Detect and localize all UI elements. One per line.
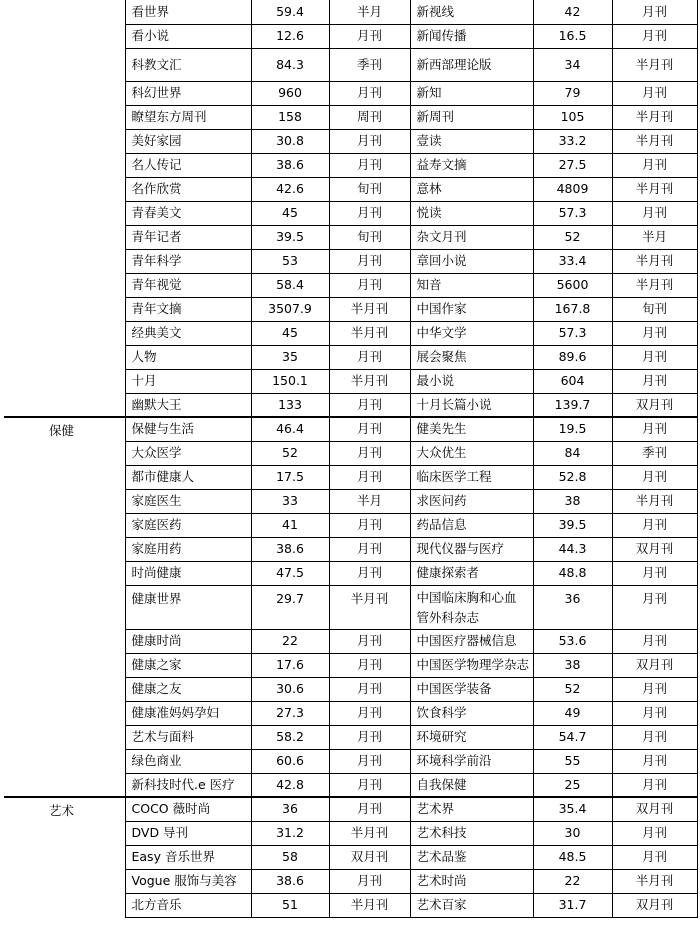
price-cell: 39.5 bbox=[533, 513, 612, 537]
frequency-cell: 双月刊 bbox=[329, 845, 410, 869]
frequency-cell: 月刊 bbox=[612, 153, 697, 177]
magazine-name-cell: DVD 导刊 bbox=[125, 821, 251, 845]
magazine-name-cell: 新闻传播 bbox=[410, 24, 533, 48]
price-cell: 22 bbox=[533, 869, 612, 893]
frequency-cell: 月刊 bbox=[612, 513, 697, 537]
price-cell: 5600 bbox=[533, 273, 612, 297]
magazine-name-cell: 临床医学工程 bbox=[410, 465, 533, 489]
magazine-name-cell: 章回小说 bbox=[410, 249, 533, 273]
price-cell: 58.2 bbox=[251, 725, 329, 749]
frequency-cell: 半月刊 bbox=[612, 249, 697, 273]
magazine-name-cell: 大众医学 bbox=[125, 441, 251, 465]
magazine-name-cell: Easy 音乐世界 bbox=[125, 845, 251, 869]
price-cell: 51 bbox=[251, 893, 329, 917]
magazine-name-cell: 家庭用药 bbox=[125, 537, 251, 561]
magazine-name-cell: 都市健康人 bbox=[125, 465, 251, 489]
frequency-cell: 双月刊 bbox=[612, 797, 697, 821]
magazine-name-cell: 青年文摘 bbox=[125, 297, 251, 321]
price-cell: 45 bbox=[251, 201, 329, 225]
magazine-name-cell: 健康探索者 bbox=[410, 561, 533, 585]
frequency-cell: 月刊 bbox=[612, 773, 697, 797]
frequency-cell: 月刊 bbox=[612, 417, 697, 441]
price-cell: 84.3 bbox=[251, 48, 329, 81]
frequency-cell: 半月 bbox=[612, 225, 697, 249]
magazine-name-cell: COCO 薇时尚 bbox=[125, 797, 251, 821]
price-cell: 31.7 bbox=[533, 893, 612, 917]
price-cell: 133 bbox=[251, 393, 329, 417]
magazine-name-cell: 药品信息 bbox=[410, 513, 533, 537]
magazine-name-cell: 环境研究 bbox=[410, 725, 533, 749]
magazine-name-cell: 艺术品鉴 bbox=[410, 845, 533, 869]
price-cell: 45 bbox=[251, 321, 329, 345]
price-cell: 960 bbox=[251, 81, 329, 105]
price-cell: 4809 bbox=[533, 177, 612, 201]
magazine-name-cell: 青年视觉 bbox=[125, 273, 251, 297]
frequency-cell: 月刊 bbox=[329, 273, 410, 297]
magazine-name-cell: 青年记者 bbox=[125, 225, 251, 249]
price-cell: 42 bbox=[533, 0, 612, 24]
magazine-name-cell: 艺术时尚 bbox=[410, 869, 533, 893]
frequency-cell: 半月刊 bbox=[612, 105, 697, 129]
price-cell: 33.4 bbox=[533, 249, 612, 273]
price-cell: 105 bbox=[533, 105, 612, 129]
frequency-cell: 半月刊 bbox=[612, 869, 697, 893]
magazine-name-cell: 大众优生 bbox=[410, 441, 533, 465]
price-cell: 58 bbox=[251, 845, 329, 869]
magazine-name-cell: 名作欣赏 bbox=[125, 177, 251, 201]
frequency-cell: 月刊 bbox=[329, 749, 410, 773]
price-cell: 57.3 bbox=[533, 321, 612, 345]
magazine-name-cell: 最小说 bbox=[410, 369, 533, 393]
magazine-name-cell: 中华文学 bbox=[410, 321, 533, 345]
magazine-name-cell: 新科技时代.e 医疗 bbox=[125, 773, 251, 797]
price-cell: 36 bbox=[251, 797, 329, 821]
price-cell: 41 bbox=[251, 513, 329, 537]
frequency-cell: 月刊 bbox=[329, 537, 410, 561]
frequency-cell: 月刊 bbox=[329, 677, 410, 701]
price-cell: 33.2 bbox=[533, 129, 612, 153]
frequency-cell: 半月 bbox=[329, 0, 410, 24]
price-cell: 38.6 bbox=[251, 537, 329, 561]
magazine-name-cell: 悦读 bbox=[410, 201, 533, 225]
frequency-cell: 月刊 bbox=[612, 0, 697, 24]
price-cell: 16.5 bbox=[533, 24, 612, 48]
magazine-name-cell: 现代仪器与医疗 bbox=[410, 537, 533, 561]
frequency-cell: 半月刊 bbox=[329, 321, 410, 345]
price-cell: 38.6 bbox=[251, 153, 329, 177]
magazine-name-cell: 中国医学物理学杂志 bbox=[410, 653, 533, 677]
category-label bbox=[4, 0, 125, 417]
magazine-name-cell: 艺术与面料 bbox=[125, 725, 251, 749]
frequency-cell: 月刊 bbox=[612, 81, 697, 105]
frequency-cell: 半月刊 bbox=[612, 129, 697, 153]
frequency-cell: 半月刊 bbox=[329, 893, 410, 917]
price-cell: 53 bbox=[251, 249, 329, 273]
price-cell: 29.7 bbox=[251, 585, 329, 629]
category-label: 艺术 bbox=[4, 797, 125, 917]
price-cell: 53.6 bbox=[533, 629, 612, 653]
frequency-cell: 月刊 bbox=[329, 249, 410, 273]
frequency-cell: 半月刊 bbox=[612, 177, 697, 201]
frequency-cell: 月刊 bbox=[612, 701, 697, 725]
magazine-name-cell: 名人传记 bbox=[125, 153, 251, 177]
frequency-cell: 月刊 bbox=[329, 701, 410, 725]
price-cell: 3507.9 bbox=[251, 297, 329, 321]
price-cell: 27.5 bbox=[533, 153, 612, 177]
price-cell: 38.6 bbox=[251, 869, 329, 893]
price-cell: 39.5 bbox=[251, 225, 329, 249]
magazine-name-cell: 家庭医药 bbox=[125, 513, 251, 537]
magazine-name-cell: 艺术界 bbox=[410, 797, 533, 821]
magazine-name-cell: 家庭医生 bbox=[125, 489, 251, 513]
price-cell: 604 bbox=[533, 369, 612, 393]
frequency-cell: 季刊 bbox=[612, 441, 697, 465]
magazine-name-cell: 青年科学 bbox=[125, 249, 251, 273]
magazine-name-cell: 经典美文 bbox=[125, 321, 251, 345]
price-cell: 17.6 bbox=[251, 653, 329, 677]
table-row bbox=[4, 417, 697, 441]
frequency-cell: 月刊 bbox=[329, 653, 410, 677]
frequency-cell: 月刊 bbox=[329, 725, 410, 749]
price-cell: 36 bbox=[533, 585, 612, 629]
magazine-name-cell: 新知 bbox=[410, 81, 533, 105]
frequency-cell: 半月刊 bbox=[329, 369, 410, 393]
price-cell: 35.4 bbox=[533, 797, 612, 821]
price-cell: 47.5 bbox=[251, 561, 329, 585]
price-cell: 30.6 bbox=[251, 677, 329, 701]
frequency-cell: 月刊 bbox=[329, 561, 410, 585]
magazine-name-cell: 绿色商业 bbox=[125, 749, 251, 773]
magazine-name-cell: 健美先生 bbox=[410, 417, 533, 441]
frequency-cell: 半月 bbox=[329, 489, 410, 513]
frequency-cell: 月刊 bbox=[612, 321, 697, 345]
magazine-name-cell: 健康之家 bbox=[125, 653, 251, 677]
magazine-name-cell: 壹读 bbox=[410, 129, 533, 153]
price-cell: 17.5 bbox=[251, 465, 329, 489]
price-cell: 59.4 bbox=[251, 0, 329, 24]
price-cell: 52 bbox=[251, 441, 329, 465]
frequency-cell: 月刊 bbox=[612, 845, 697, 869]
price-cell: 84 bbox=[533, 441, 612, 465]
price-cell: 31.2 bbox=[251, 821, 329, 845]
frequency-cell: 月刊 bbox=[329, 345, 410, 369]
magazine-name-cell: 意林 bbox=[410, 177, 533, 201]
frequency-cell: 月刊 bbox=[329, 417, 410, 441]
frequency-cell: 双月刊 bbox=[612, 537, 697, 561]
magazine-name-cell: 青春美文 bbox=[125, 201, 251, 225]
price-cell: 44.3 bbox=[533, 537, 612, 561]
frequency-cell: 月刊 bbox=[612, 629, 697, 653]
magazine-name-cell: 展会聚焦 bbox=[410, 345, 533, 369]
frequency-cell: 旬刊 bbox=[612, 297, 697, 321]
frequency-cell: 月刊 bbox=[612, 201, 697, 225]
frequency-cell: 半月刊 bbox=[329, 585, 410, 629]
magazine-name-cell: 知音 bbox=[410, 273, 533, 297]
magazine-name-cell: 看小说 bbox=[125, 24, 251, 48]
frequency-cell: 半月刊 bbox=[612, 489, 697, 513]
magazine-name-cell: 十月 bbox=[125, 369, 251, 393]
frequency-cell: 半月刊 bbox=[612, 273, 697, 297]
table-row bbox=[4, 797, 697, 821]
price-cell: 158 bbox=[251, 105, 329, 129]
price-cell: 46.4 bbox=[251, 417, 329, 441]
magazine-name-cell: 中国作家 bbox=[410, 297, 533, 321]
frequency-cell: 旬刊 bbox=[329, 225, 410, 249]
magazine-name-cell: 人物 bbox=[125, 345, 251, 369]
magazine-table bbox=[4, 0, 698, 918]
price-cell: 12.6 bbox=[251, 24, 329, 48]
magazine-name-cell: 健康之友 bbox=[125, 677, 251, 701]
price-cell: 19.5 bbox=[533, 417, 612, 441]
magazine-name-cell: 杂文月刊 bbox=[410, 225, 533, 249]
frequency-cell: 月刊 bbox=[329, 773, 410, 797]
magazine-name-cell: 健康时尚 bbox=[125, 629, 251, 653]
magazine-name-cell: 时尚健康 bbox=[125, 561, 251, 585]
category-label: 保健 bbox=[4, 417, 125, 797]
price-cell: 30 bbox=[533, 821, 612, 845]
frequency-cell: 半月刊 bbox=[612, 48, 697, 81]
frequency-cell: 月刊 bbox=[612, 345, 697, 369]
magazine-name-cell: 新西部理论版 bbox=[410, 48, 533, 81]
price-cell: 150.1 bbox=[251, 369, 329, 393]
magazine-name-cell: 新周刊 bbox=[410, 105, 533, 129]
price-cell: 48.8 bbox=[533, 561, 612, 585]
magazine-name-cell: 艺术科技 bbox=[410, 821, 533, 845]
frequency-cell: 月刊 bbox=[329, 465, 410, 489]
frequency-cell: 月刊 bbox=[329, 201, 410, 225]
frequency-cell: 月刊 bbox=[329, 629, 410, 653]
magazine-name-cell: 科教文汇 bbox=[125, 48, 251, 81]
frequency-cell: 周刊 bbox=[329, 105, 410, 129]
magazine-name-cell: 求医问药 bbox=[410, 489, 533, 513]
magazine-name-cell: 中国医学装备 bbox=[410, 677, 533, 701]
magazine-name-cell: 北方音乐 bbox=[125, 893, 251, 917]
price-cell: 54.7 bbox=[533, 725, 612, 749]
price-cell: 58.4 bbox=[251, 273, 329, 297]
frequency-cell: 月刊 bbox=[329, 513, 410, 537]
magazine-name-cell: 艺术百家 bbox=[410, 893, 533, 917]
price-cell: 139.7 bbox=[533, 393, 612, 417]
frequency-cell: 月刊 bbox=[612, 561, 697, 585]
frequency-cell: 月刊 bbox=[329, 869, 410, 893]
frequency-cell: 季刊 bbox=[329, 48, 410, 81]
price-cell: 48.5 bbox=[533, 845, 612, 869]
frequency-cell: 月刊 bbox=[329, 129, 410, 153]
frequency-cell: 月刊 bbox=[612, 821, 697, 845]
frequency-cell: 月刊 bbox=[329, 24, 410, 48]
magazine-name-cell: 益寿文摘 bbox=[410, 153, 533, 177]
magazine-name-cell: 科幻世界 bbox=[125, 81, 251, 105]
price-cell: 89.6 bbox=[533, 345, 612, 369]
magazine-name-cell: 环境科学前沿 bbox=[410, 749, 533, 773]
frequency-cell: 月刊 bbox=[329, 81, 410, 105]
price-cell: 60.6 bbox=[251, 749, 329, 773]
magazine-name-cell: 自我保健 bbox=[410, 773, 533, 797]
price-cell: 57.3 bbox=[533, 201, 612, 225]
price-cell: 49 bbox=[533, 701, 612, 725]
price-cell: 42.8 bbox=[251, 773, 329, 797]
frequency-cell: 双月刊 bbox=[612, 653, 697, 677]
magazine-name-cell: 饮食科学 bbox=[410, 701, 533, 725]
price-cell: 27.3 bbox=[251, 701, 329, 725]
price-cell: 30.8 bbox=[251, 129, 329, 153]
price-cell: 33 bbox=[251, 489, 329, 513]
frequency-cell: 月刊 bbox=[612, 677, 697, 701]
magazine-name-cell: 健康世界 bbox=[125, 585, 251, 629]
frequency-cell: 月刊 bbox=[612, 465, 697, 489]
magazine-name-cell: 幽默大王 bbox=[125, 393, 251, 417]
price-cell: 167.8 bbox=[533, 297, 612, 321]
price-cell: 25 bbox=[533, 773, 612, 797]
price-cell: 42.6 bbox=[251, 177, 329, 201]
price-cell: 34 bbox=[533, 48, 612, 81]
price-cell: 52 bbox=[533, 677, 612, 701]
price-cell: 52 bbox=[533, 225, 612, 249]
magazine-name-cell: 保健与生活 bbox=[125, 417, 251, 441]
frequency-cell: 月刊 bbox=[612, 725, 697, 749]
magazine-name-cell: 看世界 bbox=[125, 0, 251, 24]
price-cell: 52.8 bbox=[533, 465, 612, 489]
magazine-name-cell: 健康准妈妈孕妇 bbox=[125, 701, 251, 725]
magazine-name-cell: 十月长篇小说 bbox=[410, 393, 533, 417]
price-cell: 22 bbox=[251, 629, 329, 653]
frequency-cell: 双月刊 bbox=[612, 893, 697, 917]
frequency-cell: 月刊 bbox=[329, 153, 410, 177]
table-row bbox=[4, 0, 697, 24]
magazine-name-cell: 美好家园 bbox=[125, 129, 251, 153]
magazine-name-cell: 中国临床胸和心血管外科杂志 bbox=[410, 585, 533, 629]
frequency-cell: 月刊 bbox=[612, 749, 697, 773]
frequency-cell: 旬刊 bbox=[329, 177, 410, 201]
frequency-cell: 月刊 bbox=[329, 393, 410, 417]
magazine-name-cell: 瞭望东方周刊 bbox=[125, 105, 251, 129]
price-cell: 38 bbox=[533, 653, 612, 677]
frequency-cell: 半月刊 bbox=[329, 821, 410, 845]
frequency-cell: 月刊 bbox=[612, 585, 697, 629]
frequency-cell: 月刊 bbox=[612, 24, 697, 48]
frequency-cell: 双月刊 bbox=[612, 393, 697, 417]
magazine-name-cell: 新视线 bbox=[410, 0, 533, 24]
price-cell: 79 bbox=[533, 81, 612, 105]
price-cell: 38 bbox=[533, 489, 612, 513]
magazine-name-cell: 中国医疗器械信息 bbox=[410, 629, 533, 653]
magazine-name-cell: Vogue 服饰与美容 bbox=[125, 869, 251, 893]
frequency-cell: 半月刊 bbox=[329, 297, 410, 321]
price-cell: 35 bbox=[251, 345, 329, 369]
frequency-cell: 月刊 bbox=[329, 797, 410, 821]
frequency-cell: 月刊 bbox=[612, 369, 697, 393]
price-cell: 55 bbox=[533, 749, 612, 773]
frequency-cell: 月刊 bbox=[329, 441, 410, 465]
